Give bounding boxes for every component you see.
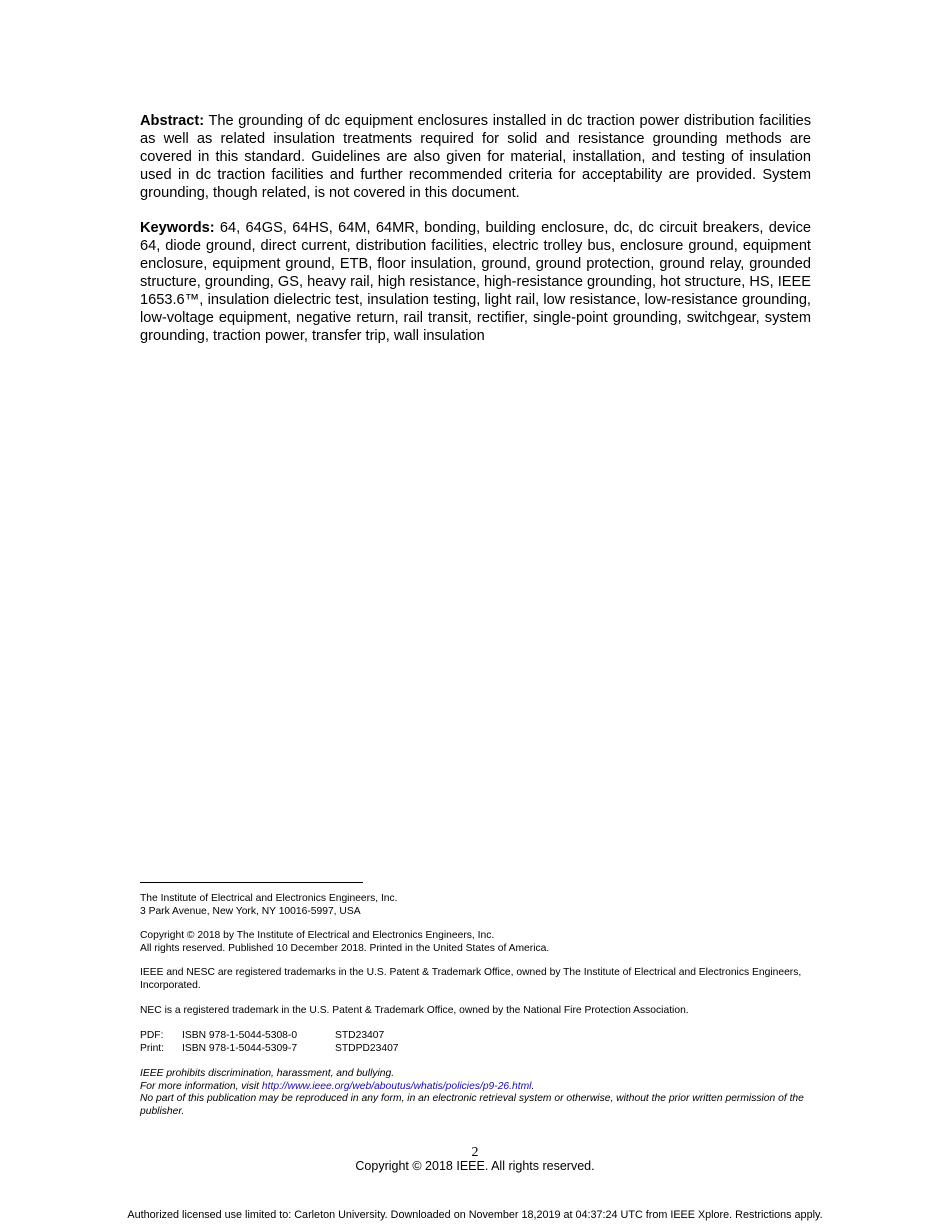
nec-info	[140, 1005, 811, 1018]
abstract-text: The grounding of dc equipment enclosures installed in dc traction power distribution facilities as well as related insulation treatments required for solid and resistance grounding methods are covered in this standard. Guidelines are also given for material, installation, and testing of insulation used in dc traction facilities and further recommended criteria for acceptability are provided. System grounding, though related, is not covered in this document.	[140, 113, 811, 201]
abstract-paragraph	[140, 112, 811, 202]
isbn-number: ISBN 978-1-5044-5309-7	[182, 1042, 298, 1054]
nec-text: NEC is a registered trademark in the U.S. Patent & Trademark Office, owned by the National Fire Protection Association.	[140, 1005, 689, 1016]
isbn-format: PDF:	[140, 1030, 164, 1041]
policy-suffix: .	[531, 1080, 535, 1092]
authorization-notice: Authorized licensed use limited to: Carleton University. Downloaded on November 18,2019 at 04:37:24 UTC from IEEE Xplore. Restrictions apply.	[127, 1209, 823, 1221]
page-number: 2	[471, 1145, 479, 1160]
reproduction-notice: No part of this publication may be reproduced in any form, in an electronic retrieval system or otherwise, without the prior written permission of the publisher.	[140, 1093, 804, 1117]
copyright-info	[140, 930, 811, 955]
isbn-table	[140, 1030, 811, 1055]
abstract-section	[140, 112, 811, 202]
keywords-text: 64, 64GS, 64HS, 64M, 64MR, bonding, building enclosure, dc, dc circuit breakers, device 64, diode ground, direct current, distribution facilities, electric trolley bus, enclosure ground, equipment enclosure, equipment ground, ETB, floor insulation, ground, ground protection, ground relay, grounded structure, grounding, GS, heavy rail, high resistance, high-resistance grounding, hot structure, HS, IEEE 1653.6™, insulation dielectric test, insulation testing, light rail, low resistance, low-resistance grounding, low-voltage equipment, negative return, rail transit, rectifier, single-point grounding, switchgear, system grounding, traction power, transfer trip, wall insulation	[140, 220, 811, 344]
trademark-text: IEEE and NESC are registered trademarks in the U.S. Patent & Trademark Office, owned by The Institute of Electrical and Electronics Engineers, Incorporated.	[140, 967, 802, 991]
isbn-row-print	[140, 1043, 811, 1056]
copyright-line: Copyright © 2018 by The Institute of Electrical and Electronics Engineers, Inc.	[140, 930, 495, 941]
rights-line: All rights reserved. Published 10 December 2018. Printed in the United States of America.	[140, 942, 550, 954]
isbn-row-pdf	[140, 1030, 811, 1043]
isbn-code: STD23407	[335, 1030, 385, 1041]
keywords-section	[140, 219, 811, 345]
abstract-label: Abstract:	[140, 113, 205, 129]
publisher-address: 3 Park Avenue, New York, NY 10016-5997, USA	[140, 905, 361, 917]
policy-statement: IEEE prohibits discrimination, harassment, and bullying.	[140, 1068, 395, 1079]
footnote-divider	[140, 882, 363, 883]
isbn-format: Print:	[140, 1042, 165, 1054]
publisher-name: The Institute of Electrical and Electronics Engineers, Inc.	[140, 893, 398, 904]
policy-info	[140, 1081, 811, 1094]
isbn-number: ISBN 978-1-5044-5308-0	[182, 1030, 298, 1041]
isbn-code: STDPD23407	[335, 1042, 399, 1054]
keywords-paragraph	[140, 219, 811, 345]
trademark-info	[140, 967, 811, 992]
policy-prefix: For more information, visit	[140, 1080, 262, 1092]
publisher-info	[140, 893, 811, 918]
keywords-label: Keywords:	[140, 220, 215, 236]
legal-notice	[140, 1068, 811, 1118]
page-copyright: Copyright © 2018 IEEE. All rights reserved.	[355, 1159, 595, 1173]
policy-link[interactable]: http://www.ieee.org/web/aboutus/whatis/policies/p9-26.html	[261, 1080, 532, 1092]
